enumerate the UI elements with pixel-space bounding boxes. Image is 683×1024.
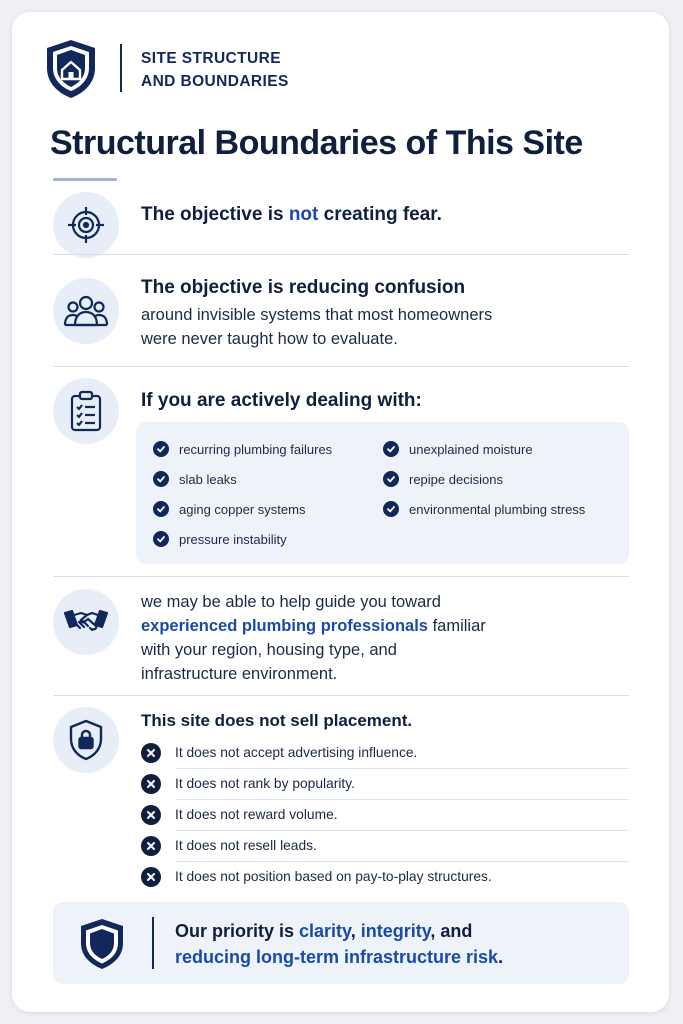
check-icon xyxy=(383,441,399,457)
placement-item xyxy=(141,799,629,830)
x-circle-icon xyxy=(141,805,161,825)
x-circle-icon xyxy=(141,836,161,856)
title-underline xyxy=(53,178,117,181)
x-circle-icon xyxy=(141,743,161,763)
divider xyxy=(53,366,629,367)
page-title: Structural Boundaries of This Site xyxy=(50,124,583,162)
priority-period: . xyxy=(498,947,504,967)
check-icon xyxy=(153,441,169,457)
guide-line-2 xyxy=(141,614,486,638)
placement-item xyxy=(141,737,629,768)
x-circle-icon xyxy=(141,774,161,794)
priority-clarity: clarity xyxy=(299,921,351,941)
guide-body xyxy=(141,590,486,686)
guide-line-4: infrastructure environment. xyxy=(141,665,338,683)
placement-item-label: It does not accept advertising influence. xyxy=(175,745,418,760)
checklist-item xyxy=(383,441,533,457)
check-icon xyxy=(383,501,399,517)
check-icon xyxy=(153,531,169,547)
priority-integrity: integrity xyxy=(360,921,431,941)
shield-icon xyxy=(78,917,126,976)
checklist-item-label: pressure instability xyxy=(179,531,287,547)
check-icon xyxy=(153,471,169,487)
checklist-item xyxy=(153,471,237,487)
placement-item xyxy=(141,830,629,861)
guide-emphasis: experienced plumbing professionals xyxy=(141,617,428,635)
check-icon xyxy=(153,501,169,517)
guide-line-3: with your region, housing type, and xyxy=(141,641,397,659)
objective-confusion-line-1: around invisible systems that most homeowners xyxy=(141,306,493,324)
objective-confusion-body xyxy=(141,303,492,351)
objective-fear-emphasis: not xyxy=(288,204,319,225)
shield-lock-icon xyxy=(53,707,119,773)
checklist-item xyxy=(383,471,503,487)
header-divider xyxy=(120,44,122,92)
brand-line-2: AND BOUNDARIES xyxy=(141,73,289,90)
placement-item xyxy=(141,768,629,799)
divider xyxy=(53,576,629,577)
priority-after: , and xyxy=(430,921,473,941)
checklist-item-label: unexplained moisture xyxy=(409,441,533,457)
objective-fear-text xyxy=(141,204,442,226)
people-group-icon xyxy=(53,278,119,344)
priority-line-2 xyxy=(175,944,615,970)
placement-item-label: It does not position based on pay-to-play structures. xyxy=(175,869,492,884)
priority-before: Our priority is xyxy=(175,921,300,941)
objective-confusion-line-2: were never taught how to evaluate. xyxy=(141,330,398,348)
divider xyxy=(53,695,629,696)
checklist-item-label: aging copper systems xyxy=(179,501,306,517)
x-circle-icon xyxy=(141,867,161,887)
checklist-item-label: slab leaks xyxy=(179,471,237,487)
footer-divider xyxy=(152,917,154,969)
checklist-item xyxy=(383,501,585,517)
guide-line-2-rest: familiar xyxy=(428,617,486,635)
checklist-item xyxy=(153,441,332,457)
placement-item-label: It does not reward volume. xyxy=(175,807,338,822)
priority-statement xyxy=(175,918,615,970)
dealing-heading: If you are actively dealing with: xyxy=(141,390,422,411)
divider xyxy=(53,254,629,255)
placement-heading: This site does not sell placement. xyxy=(141,711,413,730)
objective-fear-after: creating fear. xyxy=(318,204,442,225)
placement-item xyxy=(141,861,629,892)
priority-line-1 xyxy=(175,918,615,944)
shield-home-logo-icon xyxy=(44,38,98,100)
brand-title xyxy=(141,47,361,93)
brand-line-1: SITE STRUCTURE xyxy=(141,50,281,67)
placement-item-label: It does not rank by popularity. xyxy=(175,776,355,791)
checklist-item xyxy=(153,501,305,517)
guide-line-1: we may be able to help guide you toward xyxy=(141,593,441,611)
handshake-icon xyxy=(53,589,119,655)
target-icon xyxy=(53,192,119,258)
checklist-item-label: environmental plumbing stress xyxy=(409,501,586,517)
checklist-item xyxy=(153,531,287,547)
priority-comma: , xyxy=(350,921,361,941)
objective-confusion-heading: The objective is reducing confusion xyxy=(141,277,466,298)
checklist-item-label: recurring plumbing failures xyxy=(179,441,333,457)
checklist-item-label: repipe decisions xyxy=(409,471,503,487)
placement-item-label: It does not resell leads. xyxy=(175,838,317,853)
clipboard-checklist-icon xyxy=(53,378,119,444)
objective-fear-before: The objective is xyxy=(141,204,289,225)
check-icon xyxy=(383,471,399,487)
priority-risk: reducing long-term infrastructure risk xyxy=(175,947,499,967)
